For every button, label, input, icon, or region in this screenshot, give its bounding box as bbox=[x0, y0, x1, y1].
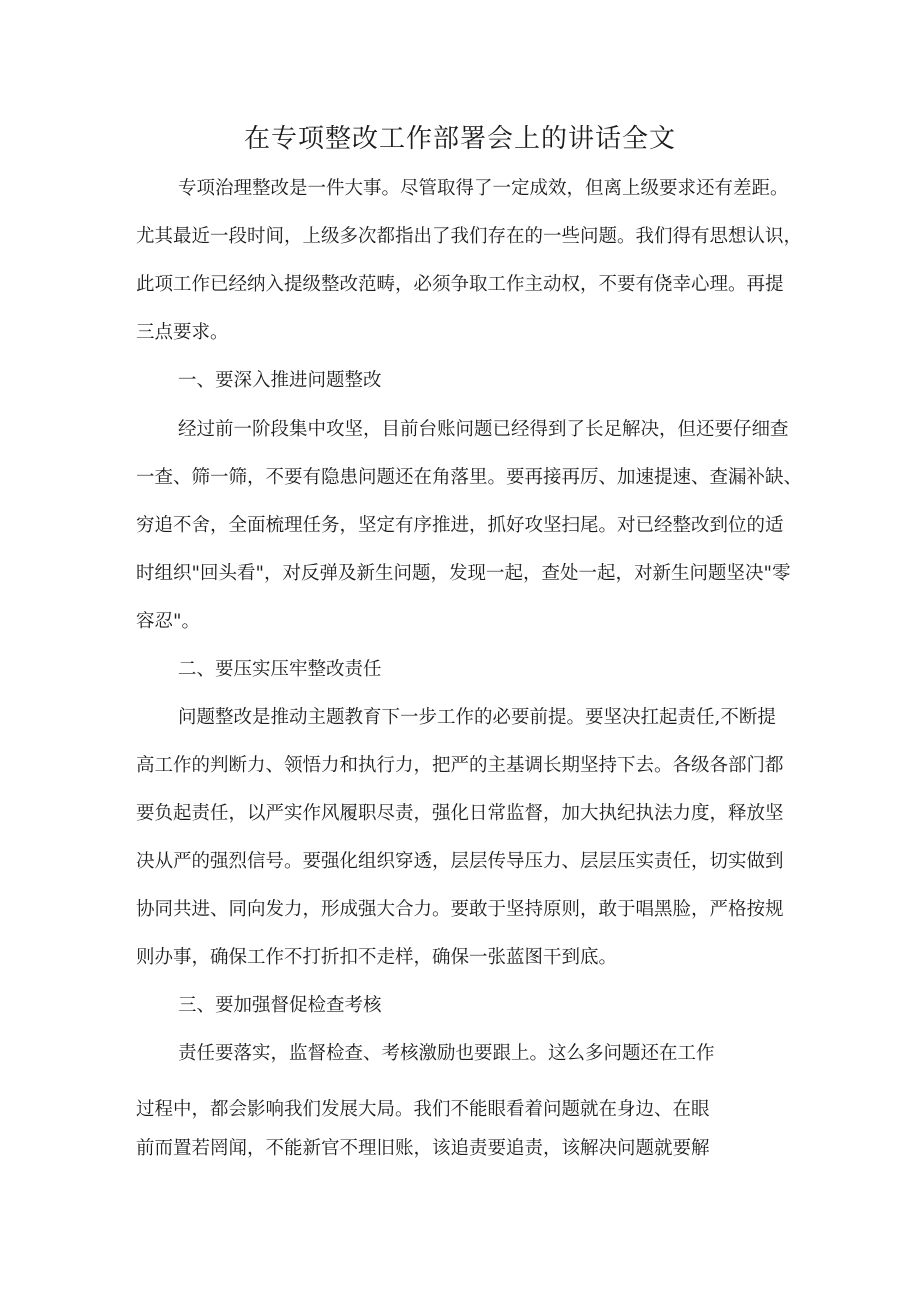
paragraph-3-line-4: 决从严的强烈信号。要强化组织穿透，层层传导压力、层层压实责任，切实做到 bbox=[136, 851, 784, 872]
paragraph-2-line-1: 经过前一阶段集中攻坚，目前台账问题已经得到了长足解决，但还要仔细查 bbox=[178, 419, 789, 440]
document-title: 在专项整改工作部署会上的讲话全文 bbox=[243, 124, 676, 154]
section-heading-2: 二、要压实压牢整改责任 bbox=[178, 659, 382, 680]
paragraph-3-line-2: 高工作的判断力、领悟力和执行力，把严的主基调长期坚持下去。各级各部门都 bbox=[136, 755, 784, 776]
paragraph-3-line-6: 则办事，确保工作不打折扣不走样，确保一张蓝图干到底。 bbox=[136, 947, 618, 968]
paragraph-2-line-4: 时组织"回头看"，对反弹及新生问题，发现一起，查处一起，对新生问题坚决"零 bbox=[136, 563, 791, 584]
section-heading-3: 三、要加强督促检查考核 bbox=[178, 995, 382, 1016]
paragraph-4-line-3: 前而置若罔闻，不能新官不理旧账，该追责要追责，该解决问题就要解 bbox=[136, 1138, 710, 1159]
paragraph-4-line-1: 责任要落实，监督检查、考核激励也要跟上。这么多问题还在工作 bbox=[178, 1043, 715, 1064]
paragraph-2-line-5: 容忍"。 bbox=[136, 611, 201, 632]
paragraph-3-line-3: 要负起责任，以严实作风履职尽责，强化日常监督，加大执纪执法力度，释放坚 bbox=[136, 803, 784, 824]
paragraph-1-line-4: 三点要求。 bbox=[136, 322, 229, 343]
paragraph-3-line-1: 问题整改是推动主题教育下一步工作的必要前提。要坚决扛起责任,不断提 bbox=[178, 707, 776, 728]
paragraph-1-line-3: 此项工作已经纳入提级整改范畴，必须争取工作主动权，不要有侥幸心理。再提 bbox=[136, 274, 784, 295]
paragraph-3-line-5: 协同共进、同向发力，形成强大合力。要敢于坚持原则，敢于唱黑脸，严格按规 bbox=[136, 899, 784, 920]
paragraph-1-line-2: 尤其最近一段时间，上级多次都指出了我们存在的一些问题。我们得有思想认识， bbox=[136, 226, 803, 247]
paragraph-4-line-2: 过程中，都会影响我们发展大局。我们不能眼看着问题就在身边、在眼 bbox=[136, 1099, 710, 1120]
paragraph-2-line-2: 一查、筛一筛，不要有隐患问题还在角落里。要再接再厉、加速提速、查漏补缺、 bbox=[136, 467, 803, 488]
paragraph-2-line-3: 穷追不舍，全面梳理任务，坚定有序推进，抓好攻坚扫尾。对已经整改到位的适 bbox=[136, 515, 784, 536]
section-heading-1: 一、要深入推进问题整改 bbox=[178, 370, 382, 391]
paragraph-1-line-1: 专项治理整改是一件大事。尽管取得了一定成效，但离上级要求还有差距。 bbox=[178, 178, 789, 199]
